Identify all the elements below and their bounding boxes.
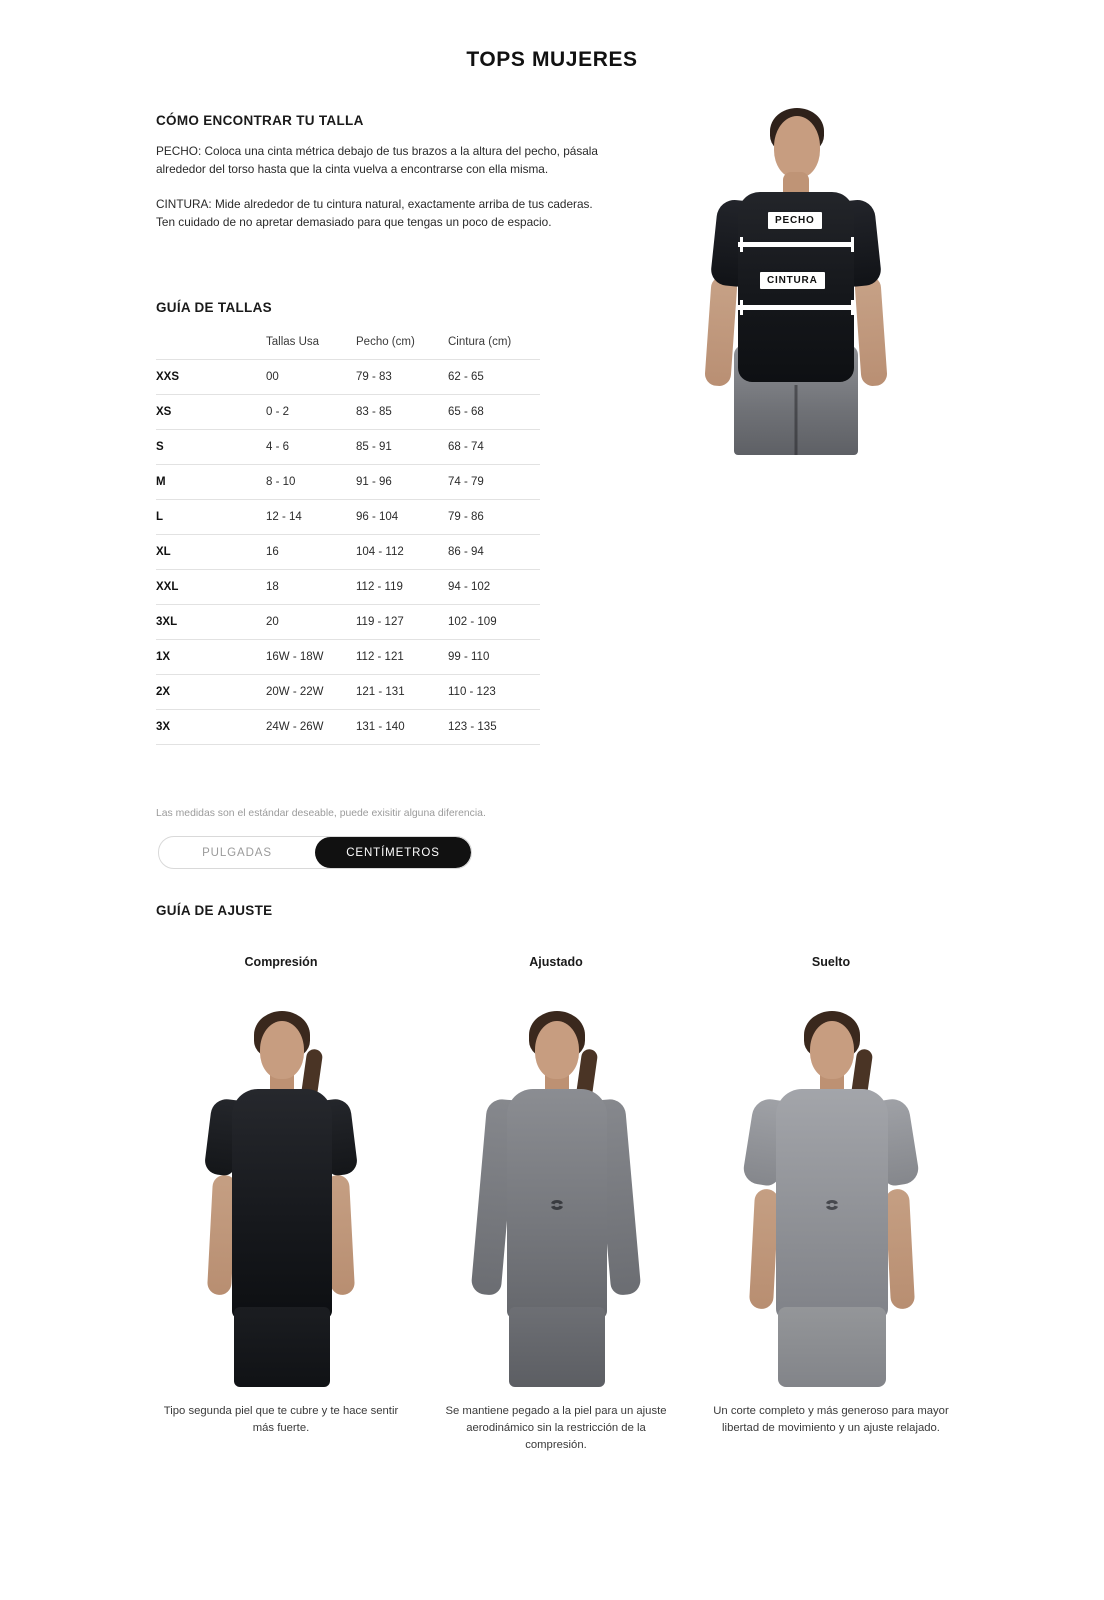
- cell-waist: 68 - 74: [448, 430, 540, 465]
- table-header-row: [156, 336, 540, 360]
- waist-measure-line: [738, 305, 854, 310]
- cell-size: 1X: [156, 640, 266, 675]
- cell-waist: 79 - 86: [448, 500, 540, 535]
- cell-usa: 12 - 14: [266, 500, 356, 535]
- brand-logo-icon: [547, 1199, 567, 1211]
- fit-card-loose: [706, 955, 956, 1454]
- cell-size: XS: [156, 395, 266, 430]
- unit-option-inches[interactable]: PULGADAS: [202, 846, 272, 859]
- fit-card-fitted: [431, 955, 681, 1454]
- model-head: [774, 116, 820, 178]
- chest-measure-label: PECHO: [768, 212, 822, 229]
- model-left-arm: [749, 1188, 779, 1309]
- column-header-size: [156, 336, 266, 360]
- size-table: [156, 336, 540, 745]
- unit-option-centimeters[interactable]: CENTÍMETROS: [315, 837, 471, 868]
- model-lower-body: [778, 1307, 886, 1387]
- cell-usa: 18: [266, 570, 356, 605]
- cell-chest: 121 - 131: [356, 675, 448, 710]
- cell-chest: 83 - 85: [356, 395, 448, 430]
- brand-logo-icon: [822, 1199, 842, 1211]
- cell-chest: 104 - 112: [356, 535, 448, 570]
- model-lower-body: [234, 1307, 330, 1387]
- cell-waist: 74 - 79: [448, 465, 540, 500]
- table-row: [156, 395, 540, 430]
- table-row: [156, 360, 540, 395]
- cell-usa: 8 - 10: [266, 465, 356, 500]
- table-row: [156, 430, 540, 465]
- model-head: [260, 1021, 304, 1079]
- model-head: [535, 1021, 579, 1079]
- fit-image-fitted: [431, 1007, 681, 1387]
- cell-chest: 112 - 121: [356, 640, 448, 675]
- cell-usa: 0 - 2: [266, 395, 356, 430]
- cell-size: M: [156, 465, 266, 500]
- cell-waist: 86 - 94: [448, 535, 540, 570]
- cell-chest: 79 - 83: [356, 360, 448, 395]
- cell-waist: 102 - 109: [448, 605, 540, 640]
- cell-size: S: [156, 430, 266, 465]
- cell-waist: 123 - 135: [448, 710, 540, 745]
- cell-size: XXS: [156, 360, 266, 395]
- cell-chest: 119 - 127: [356, 605, 448, 640]
- cell-usa: 4 - 6: [266, 430, 356, 465]
- fit-title: Compresión: [244, 955, 318, 969]
- table-row: [156, 605, 540, 640]
- chest-tick-right: [851, 237, 854, 252]
- fit-caption: Un corte completo y más generoso para mayor libertad de movimiento y un ajuste relajado.: [713, 1405, 949, 1434]
- table-row: [156, 535, 540, 570]
- waist-tick-right: [851, 300, 854, 315]
- how-to-heading: CÓMO ENCONTRAR TU TALLA: [156, 113, 364, 128]
- cell-size: 3XL: [156, 605, 266, 640]
- waist-tick-left: [740, 300, 743, 315]
- cell-size: XL: [156, 535, 266, 570]
- table-row: [156, 675, 540, 710]
- model-lower-body: [509, 1307, 605, 1387]
- cell-chest: 96 - 104: [356, 500, 448, 535]
- chest-tick-left: [740, 237, 743, 252]
- cell-usa: 16W - 18W: [266, 640, 356, 675]
- fit-caption: Tipo segunda piel que te cubre y te hace sentir más fuerte.: [163, 1405, 399, 1434]
- cell-waist: 65 - 68: [448, 395, 540, 430]
- column-header-usa: Tallas Usa: [266, 336, 320, 348]
- cell-chest: 112 - 119: [356, 570, 448, 605]
- column-header-waist: Cintura (cm): [448, 336, 512, 348]
- table-row: [156, 465, 540, 500]
- fit-guide-row: [156, 955, 956, 1454]
- fit-image-loose: [706, 1007, 956, 1387]
- measurement-diagram-image: [682, 100, 910, 455]
- fit-caption: Se mantiene pegado a la piel para un ajuste aerodinámico sin la restricción de la compresión.: [445, 1405, 667, 1451]
- cell-chest: 91 - 96: [356, 465, 448, 500]
- cell-chest: 85 - 91: [356, 430, 448, 465]
- fit-title: Ajustado: [529, 955, 583, 969]
- fit-guide-heading: GUÍA DE AJUSTE: [156, 903, 273, 918]
- fit-image-compression: [156, 1007, 406, 1387]
- unit-toggle[interactable]: [158, 836, 472, 869]
- cell-waist: 110 - 123: [448, 675, 540, 710]
- waist-measure-label: CINTURA: [760, 272, 825, 289]
- size-guide-heading: GUÍA DE TALLAS: [156, 300, 272, 315]
- model-head: [810, 1021, 854, 1079]
- fit-title: Suelto: [811, 955, 851, 969]
- cell-size: L: [156, 500, 266, 535]
- cell-chest: 131 - 140: [356, 710, 448, 745]
- cell-size: XXL: [156, 570, 266, 605]
- cell-size: 3X: [156, 710, 266, 745]
- cell-usa: 16: [266, 535, 356, 570]
- size-table-note: Las medidas son el estándar deseable, puede exisitir alguna diferencia.: [156, 808, 486, 819]
- model-right-arm: [885, 1188, 915, 1309]
- page-title: TOPS MUJERES: [466, 48, 638, 71]
- how-to-find-size-section: [156, 113, 616, 247]
- column-header-chest: Pecho (cm): [356, 336, 415, 348]
- cell-usa: 24W - 26W: [266, 710, 356, 745]
- table-row: [156, 640, 540, 675]
- cell-waist: 99 - 110: [448, 640, 540, 675]
- cell-waist: 94 - 102: [448, 570, 540, 605]
- fit-card-compression: [156, 955, 406, 1454]
- chest-instructions: PECHO: Coloca una cinta métrica debajo de tus brazos a la altura del pecho, pásala alrededor del torso hasta que la cinta vuelva a encontrarse con ella misma.: [156, 144, 598, 177]
- waist-instructions: CINTURA: Mide alrededor de tu cintura natural, exactamente arriba de tus caderas. Ten cuidado de no apretar demasiado para que tengas un poco de espacio.: [156, 196, 593, 229]
- table-row: [156, 500, 540, 535]
- cell-usa: 00: [266, 360, 356, 395]
- cell-usa: 20W - 22W: [266, 675, 356, 710]
- table-row: [156, 710, 540, 745]
- cell-size: 2X: [156, 675, 266, 710]
- chest-measure-line: [738, 242, 854, 247]
- cell-usa: 20: [266, 605, 356, 640]
- table-row: [156, 570, 540, 605]
- model-shirt: [232, 1089, 332, 1319]
- model-shirt: [507, 1089, 607, 1319]
- cell-waist: 62 - 65: [448, 360, 540, 395]
- model-shirt: [776, 1089, 888, 1319]
